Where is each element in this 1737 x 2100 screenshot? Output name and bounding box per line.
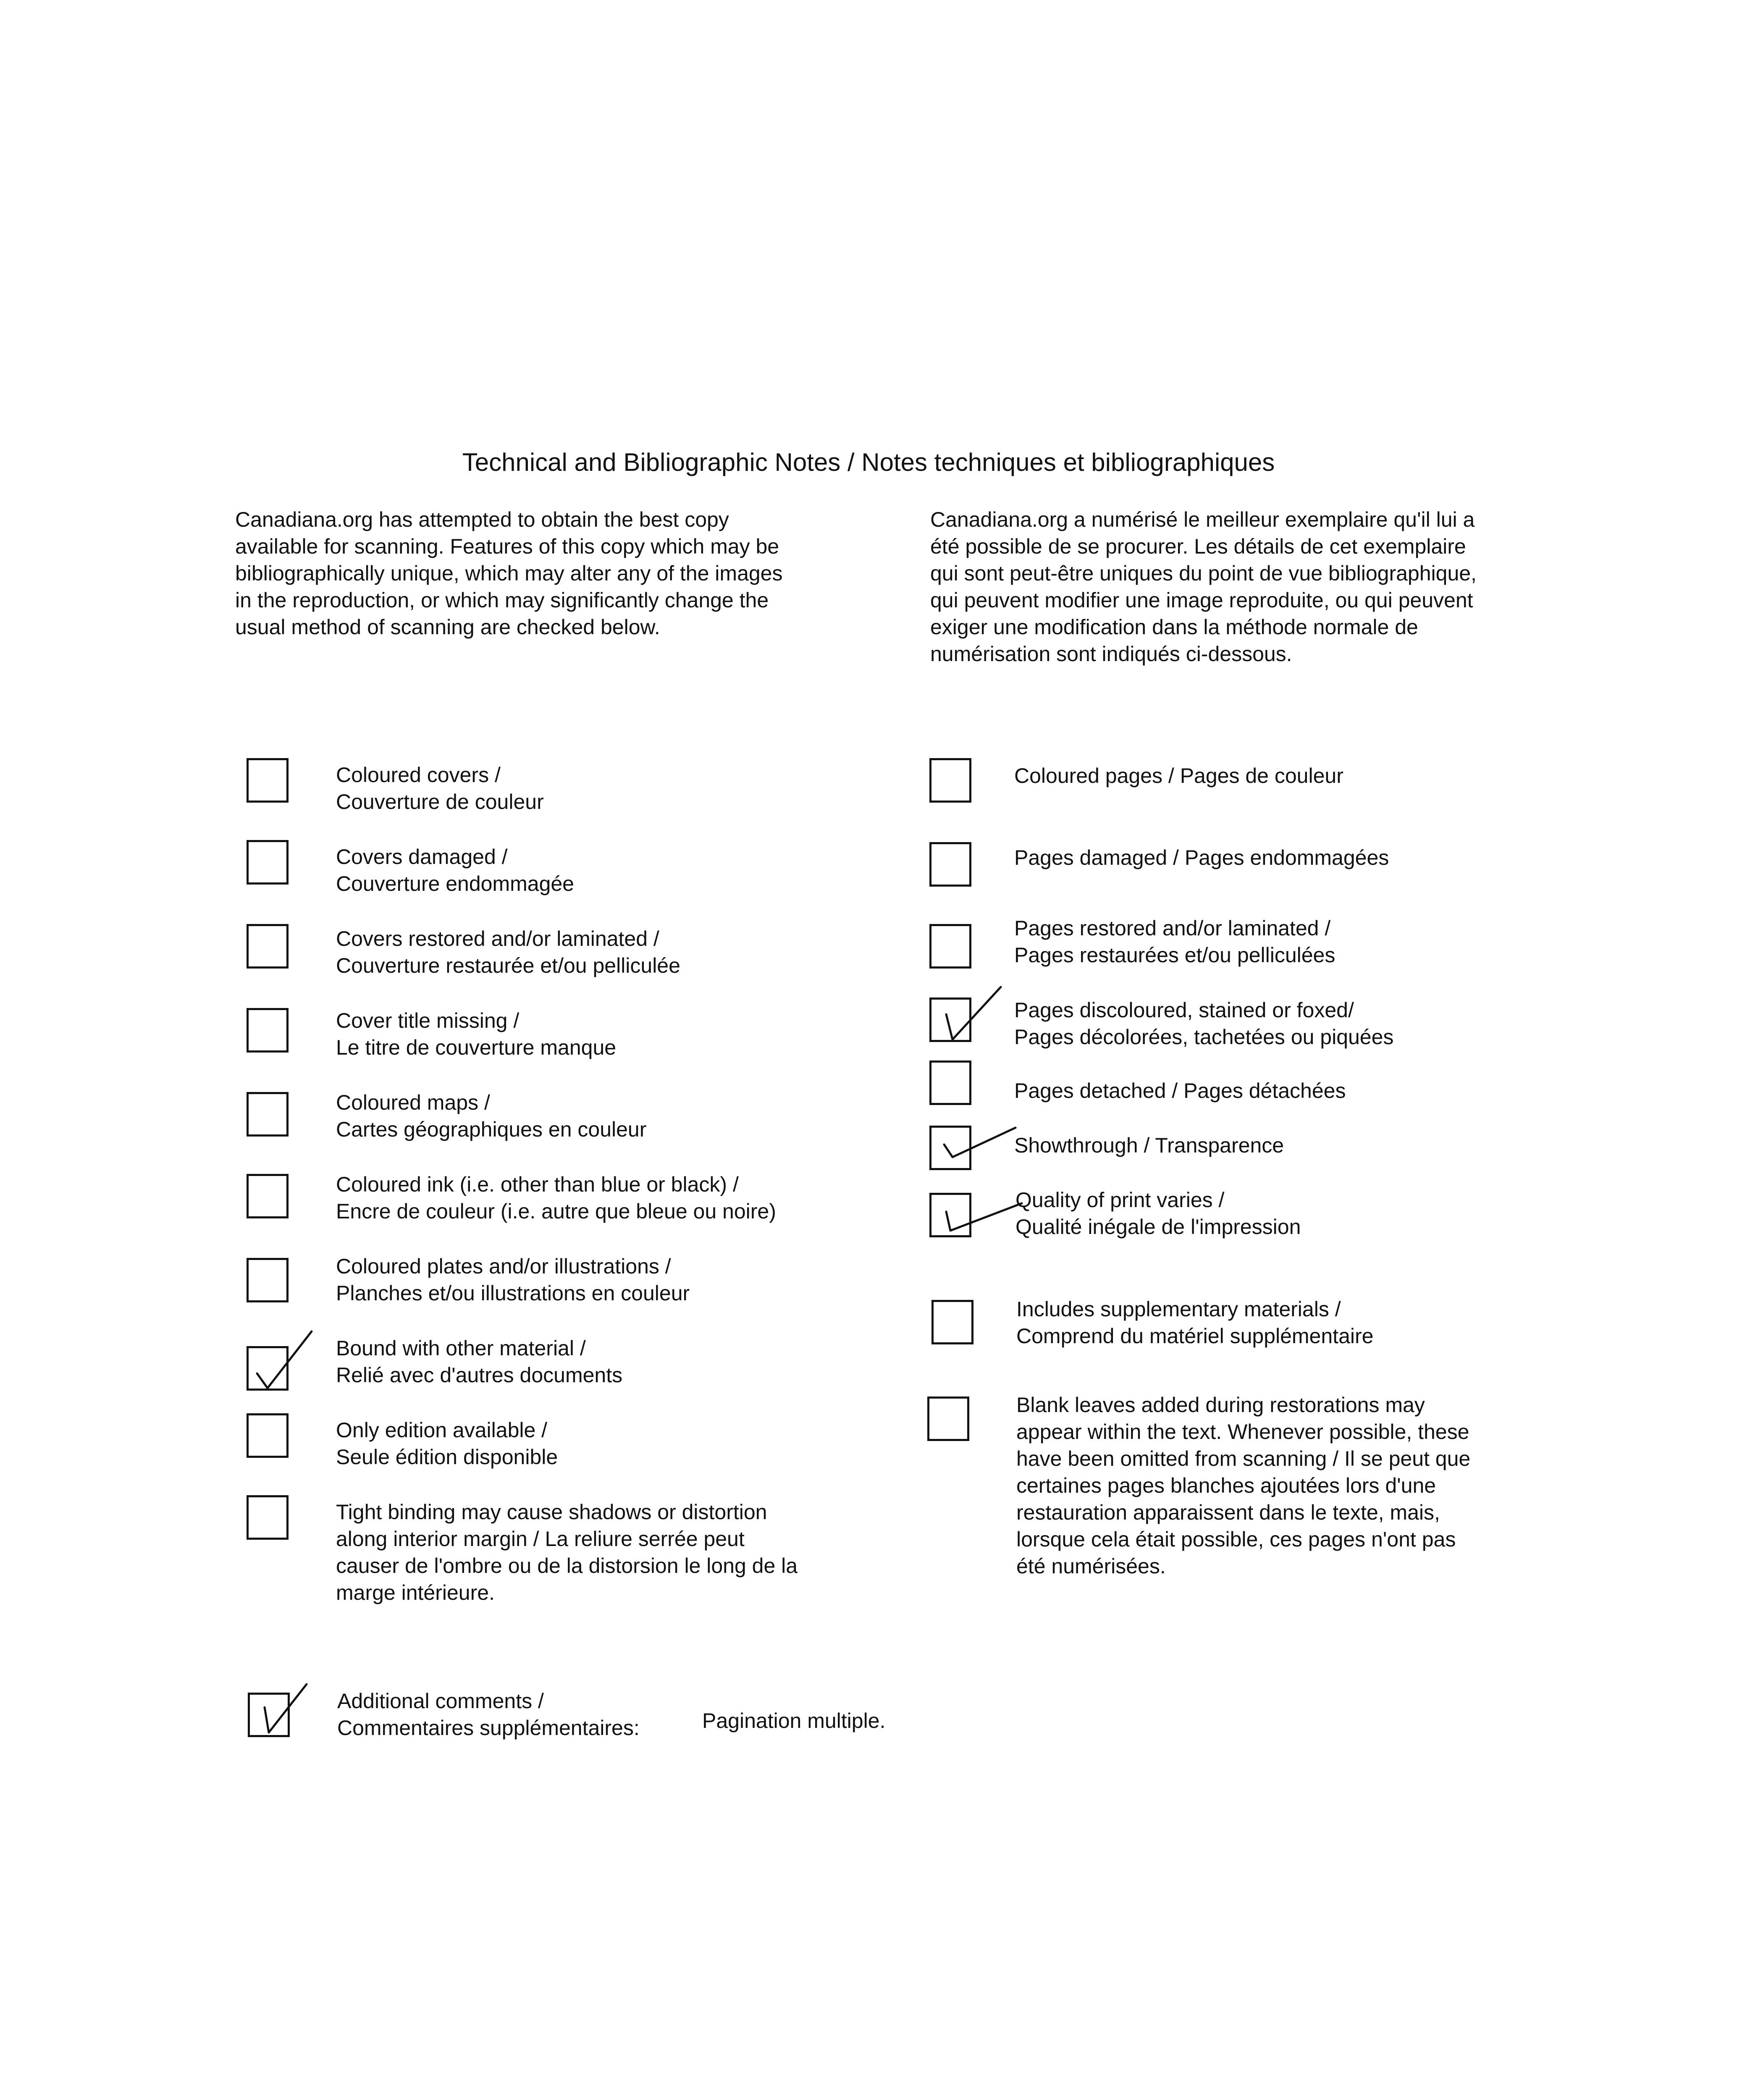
checkbox-blank-leaves[interactable]: [927, 1396, 969, 1441]
item-label: causer de l'ombre ou de la distorsion le long de la: [336, 1554, 798, 1578]
intro-english-line: Canadiana.org has attempted to obtain the best copy: [235, 508, 729, 531]
item-label: Only edition available /: [336, 1418, 548, 1442]
item-label: Relié avec d'autres documents: [336, 1363, 623, 1387]
intro-french-line: été possible de se procurer. Les détails de cet exemplaire: [930, 535, 1466, 558]
check-mark-icon: [244, 1323, 328, 1399]
item-label: Cover title missing /: [336, 1009, 520, 1032]
item-coloured-covers: [336, 761, 544, 815]
item-pages-detached: [1014, 1077, 1346, 1104]
intro-french-line: qui sont peut-être uniques du point de vue bibliographique,: [930, 562, 1477, 585]
item-label: Includes supplementary materials /: [1016, 1297, 1341, 1321]
checkbox-covers-restored[interactable]: [247, 924, 289, 969]
item-label: Coloured maps /: [336, 1091, 490, 1114]
item-pages-discoloured: [1014, 997, 1393, 1050]
item-tight-binding: [336, 1499, 798, 1606]
checkbox-pages-detached[interactable]: [929, 1060, 971, 1105]
checkbox-covers-damaged[interactable]: [247, 840, 289, 885]
item-cover-title-missing: [336, 1007, 616, 1061]
intro-french-line: qui peuvent modifier une image reproduite, ou qui peuvent: [930, 588, 1473, 612]
item-label: Pages restaurées et/ou pelliculées: [1014, 943, 1336, 967]
item-label: Blank leaves added during restorations may: [1016, 1393, 1425, 1417]
intro-french-line: exiger une modification dans la méthode normale de: [930, 615, 1418, 639]
item-label: Pages detached / Pages détachées: [1014, 1079, 1346, 1102]
item-coloured-plates: [336, 1253, 690, 1307]
check-mark-icon: [927, 974, 1011, 1050]
item-label: restauration apparaissent dans le texte, mais,: [1016, 1501, 1440, 1524]
checkbox-tight-binding[interactable]: [247, 1495, 289, 1540]
item-coloured-ink: [336, 1171, 776, 1225]
item-coloured-maps: [336, 1089, 646, 1143]
checkbox-bound-with-other[interactable]: [247, 1346, 289, 1391]
item-pages-restored: [1014, 915, 1335, 969]
item-label: Planches et/ou illustrations en couleur: [336, 1281, 690, 1305]
checkbox-pages-damaged[interactable]: [929, 842, 971, 887]
item-only-edition: [336, 1417, 558, 1470]
intro-english: [235, 506, 783, 640]
item-label: Covers restored and/or laminated /: [336, 927, 659, 950]
item-label: Couverture restaurée et/ou pelliculée: [336, 954, 680, 977]
item-label: Covers damaged /: [336, 845, 508, 869]
item-label: certaines pages blanches ajoutées lors d'une: [1016, 1474, 1436, 1497]
checkbox-coloured-covers[interactable]: [247, 758, 289, 803]
item-label: Le titre de couverture manque: [336, 1036, 617, 1059]
checkbox-additional-comments[interactable]: [248, 1693, 290, 1737]
item-quality-of-print: [1015, 1186, 1301, 1240]
item-supplementary-materials: [1016, 1296, 1373, 1349]
item-pages-damaged: [1014, 844, 1389, 871]
checkbox-pages-restored[interactable]: [929, 924, 971, 969]
item-label: Tight binding may cause shadows or distortion: [336, 1500, 767, 1524]
intro-english-line: available for scanning. Features of this copy which may be: [235, 535, 779, 558]
item-label: Bound with other material /: [336, 1336, 586, 1360]
item-blank-leaves: [1016, 1391, 1470, 1580]
item-bound-with-other: [336, 1335, 622, 1389]
check-mark-icon: [246, 1670, 330, 1745]
checkbox-coloured-maps[interactable]: [247, 1092, 289, 1137]
item-label: Pages décolorées, tachetées ou piquées: [1014, 1025, 1394, 1049]
item-label: Quality of print varies /: [1015, 1188, 1225, 1212]
item-label: Comprend du matériel supplémentaire: [1016, 1324, 1374, 1348]
checkbox-pages-discoloured[interactable]: [929, 998, 971, 1042]
item-covers-restored: [336, 925, 680, 979]
intro-french-line: numérisation sont indiqués ci-dessous.: [930, 642, 1292, 666]
check-mark-icon: [927, 1170, 1011, 1245]
checkbox-coloured-plates[interactable]: [247, 1258, 289, 1302]
item-showthrough: [1014, 1132, 1284, 1159]
item-label: along interior margin / La reliure serrée peut: [336, 1527, 745, 1551]
item-additional-comments: [337, 1688, 640, 1741]
checkbox-quality-of-print[interactable]: [929, 1193, 971, 1237]
item-label: marge intérieure.: [336, 1581, 495, 1604]
item-label: have been omitted from scanning / Il se peut que: [1016, 1447, 1471, 1470]
checkbox-coloured-ink[interactable]: [247, 1174, 289, 1218]
checkbox-only-edition[interactable]: [247, 1413, 289, 1458]
item-label: Encre de couleur (i.e. autre que bleue ou noire): [336, 1200, 776, 1223]
checkbox-coloured-pages[interactable]: [929, 758, 971, 803]
check-mark-icon: [927, 1102, 1011, 1178]
item-covers-damaged: [336, 843, 574, 897]
item-label: Coloured ink (i.e. other than blue or black) /: [336, 1173, 739, 1196]
item-label: Cartes géographiques en couleur: [336, 1118, 647, 1141]
intro-english-line: in the reproduction, or which may significantly change the: [235, 588, 769, 612]
item-label: lorsque cela était possible, ces pages n'ont pas: [1016, 1528, 1456, 1551]
intro-english-line: usual method of scanning are checked below.: [235, 615, 660, 639]
item-label: Qualité inégale de l'impression: [1015, 1215, 1301, 1239]
item-label: Coloured covers /: [336, 763, 501, 787]
item-label: Couverture de couleur: [336, 790, 544, 814]
item-label: Couverture endommagée: [336, 872, 574, 895]
item-label: Coloured plates and/or illustrations /: [336, 1255, 671, 1278]
item-coloured-pages: [1014, 762, 1343, 789]
additional-comments-value: Pagination multiple.: [702, 1709, 886, 1732]
item-label: été numérisées.: [1016, 1554, 1166, 1578]
intro-french: [930, 506, 1477, 667]
checkbox-cover-title-missing[interactable]: [247, 1008, 289, 1053]
page-title: Technical and Bibliographic Notes / Notes techniques et bibliographiques: [462, 448, 1275, 476]
item-label: Coloured pages / Pages de couleur: [1014, 764, 1343, 788]
checkbox-supplementary-materials[interactable]: [931, 1300, 973, 1344]
item-label: Pages discoloured, stained or foxed/: [1014, 998, 1354, 1022]
item-label: appear within the text. Whenever possible, these: [1016, 1420, 1469, 1444]
item-label: Pages restored and/or laminated /: [1014, 916, 1331, 940]
checkbox-showthrough[interactable]: [929, 1126, 971, 1170]
intro-french-line: Canadiana.org a numérisé le meilleur exemplaire qu'il lui a: [930, 508, 1475, 531]
intro-english-line: bibliographically unique, which may alter any of the images: [235, 562, 783, 585]
item-label: Seule édition disponible: [336, 1445, 558, 1469]
item-label: Commentaires supplémentaires:: [337, 1716, 640, 1740]
item-label: Showthrough / Transparence: [1014, 1134, 1284, 1157]
item-label: Pages damaged / Pages endommagées: [1014, 846, 1389, 869]
item-label: Additional comments /: [337, 1689, 544, 1713]
